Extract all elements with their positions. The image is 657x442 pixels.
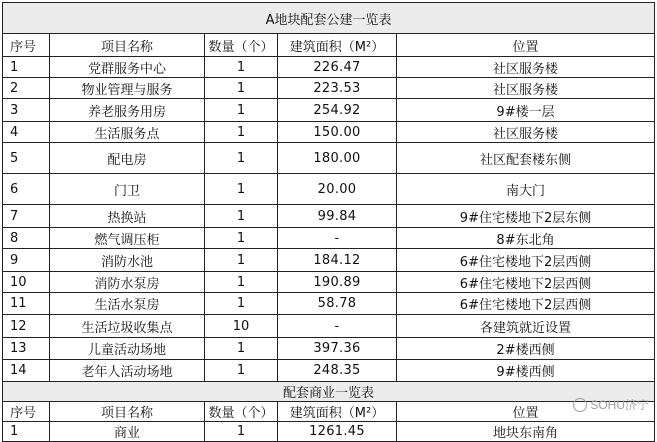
item-area: 190.89 [278,272,397,293]
header-location: 位置 [397,34,655,57]
item-qty: 1 [205,99,278,122]
item-area: 150.00 [278,122,397,143]
item-location: 各建筑就近设置 [397,315,655,338]
header-qty: 数量（个） [205,402,278,422]
item-name: 儿童活动场地 [50,338,205,360]
item-qty: 1 [205,228,278,249]
table-row [3,78,655,99]
item-name: 老年人活动场地 [50,360,205,382]
table-row [3,360,655,382]
row-number: 1 [3,422,50,442]
item-location: 9#楼一层 [397,99,655,122]
row-number: 8 [3,228,50,249]
header-name: 项目名称 [50,34,205,57]
item-location: 南大门 [397,174,655,205]
watermark [573,396,649,413]
item-name: 物业管理与服务 [50,78,205,99]
item-qty: 1 [205,338,278,360]
table-row [3,57,655,78]
row-number: 11 [3,293,50,315]
item-qty: 1 [205,293,278,315]
item-qty: 1 [205,78,278,99]
item-qty: 1 [205,174,278,205]
row-number: 7 [3,205,50,228]
item-location: 地块东南角 [397,422,655,442]
watermark-text: SOHU济宁 [590,398,649,412]
item-qty: 1 [205,422,278,442]
item-location: 2#楼西侧 [397,338,655,360]
item-location: 8#东北角 [397,228,655,249]
item-location: 9#住宅楼地下2层东侧 [397,205,655,228]
row-number: 5 [3,143,50,174]
item-area: 20.00 [278,174,397,205]
row-number: 13 [3,338,50,360]
table-row [3,249,655,272]
row-number: 12 [3,315,50,338]
item-qty: 10 [205,315,278,338]
table-row [3,174,655,205]
row-number: 14 [3,360,50,382]
item-name: 消防水泵房 [50,272,205,293]
item-name: 生活水泵房 [50,293,205,315]
header-row [3,34,655,57]
item-location: 社区服务楼 [397,122,655,143]
item-area: 99.84 [278,205,397,228]
row-number: 2 [3,78,50,99]
item-name: 养老服务用房 [50,99,205,122]
item-name: 生活垃圾收集点 [50,315,205,338]
table-row [3,228,655,249]
item-name: 门卫 [50,174,205,205]
item-location: 社区服务楼 [397,57,655,78]
table_a-title-row [3,3,655,34]
item-area: 226.47 [278,57,397,78]
item-area: 397.36 [278,338,397,360]
table-row [3,422,655,442]
row-number: 6 [3,174,50,205]
item-area: - [278,315,397,338]
item-name: 消防水池 [50,249,205,272]
table-row [3,272,655,293]
table-row [3,338,655,360]
item-location: 9#楼西侧 [397,360,655,382]
item-location: 社区服务楼 [397,78,655,99]
table-title: A地块配套公建一览表 [3,3,655,34]
item-area: 223.53 [278,78,397,99]
header-area: 建筑面积（M²） [278,402,397,422]
header-name: 项目名称 [50,402,205,422]
item-area: 184.12 [278,249,397,272]
sohu-circle-icon [573,398,587,412]
table-row [3,122,655,143]
row-number: 9 [3,249,50,272]
header-qty: 数量（个） [205,34,278,57]
item-location: 6#住宅楼地下2层西侧 [397,249,655,272]
header-row [3,402,655,422]
table_b-title-row [3,382,655,402]
table-row [3,143,655,174]
item-area: 1261.45 [278,422,397,442]
table-row [3,99,655,122]
item-name: 党群服务中心 [50,57,205,78]
item-qty: 1 [205,272,278,293]
item-area: 254.92 [278,99,397,122]
item-area: 58.78 [278,293,397,315]
table-row [3,205,655,228]
item-name: 燃气调压柜 [50,228,205,249]
table-row [3,293,655,315]
row-number: 3 [3,99,50,122]
item-qty: 1 [205,205,278,228]
item-name: 配电房 [50,143,205,174]
item-name: 生活服务点 [50,122,205,143]
row-number: 10 [3,272,50,293]
item-qty: 1 [205,249,278,272]
item-area: 180.00 [278,143,397,174]
table-title: 配套商业一览表 [3,382,655,402]
header-no: 序号 [3,402,50,422]
item-qty: 1 [205,360,278,382]
item-qty: 1 [205,143,278,174]
item-name: 商业 [50,422,205,442]
item-area: 248.35 [278,360,397,382]
item-qty: 1 [205,122,278,143]
row-number: 4 [3,122,50,143]
header-location: 位置 [397,402,655,422]
item-qty: 1 [205,57,278,78]
item-area: - [278,228,397,249]
item-name: 热换站 [50,205,205,228]
item-location: 6#住宅楼地下2层西侧 [397,293,655,315]
header-no: 序号 [3,34,50,57]
item-location: 社区配套楼东侧 [397,143,655,174]
row-number: 1 [3,57,50,78]
header-area: 建筑面积（M²） [278,34,397,57]
item-location: 6#住宅楼地下2层西侧 [397,272,655,293]
facilities-table [2,2,655,442]
table-row [3,315,655,338]
